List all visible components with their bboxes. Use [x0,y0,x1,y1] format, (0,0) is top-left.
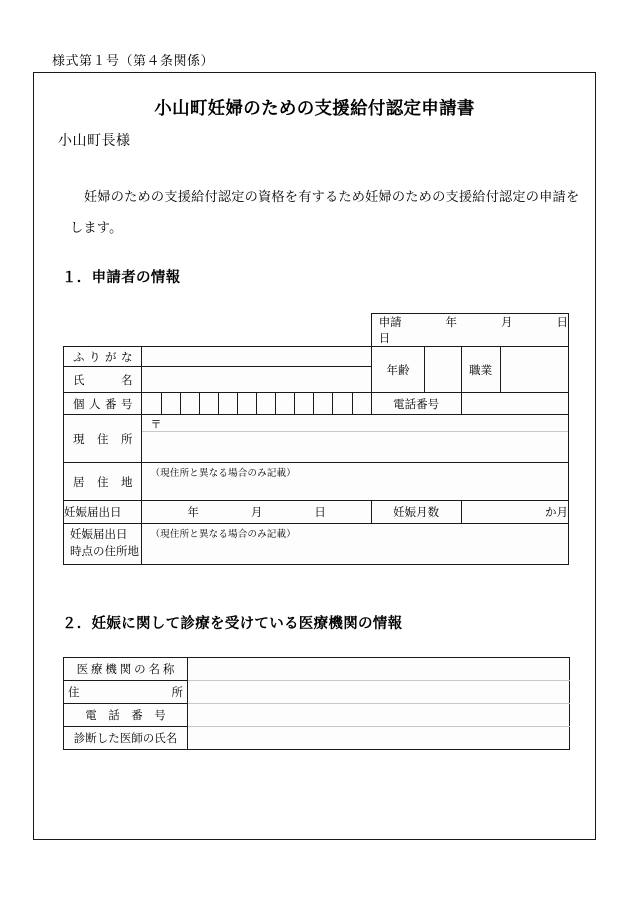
address-at-report-value-cell[interactable] [142,524,569,565]
furigana-label-cell [64,347,142,367]
doctor-name-label-cell: 診断した医師の氏名 [64,727,188,750]
table-row [64,704,570,727]
furigana-label-c1: ふ [73,351,85,364]
page-frame [33,72,596,840]
pregnancy-report-year-unit: 年 [187,507,199,519]
occupation-value-cell[interactable] [500,347,568,393]
my-number-digit-6[interactable] [237,393,256,415]
my-number-digit-5[interactable] [218,393,237,415]
section-1-heading: １．申請者の情報 [62,270,181,286]
spacer-cell [64,314,372,347]
table-row [64,658,570,681]
table-row-current-address [64,415,569,463]
my-number-digit-8[interactable] [276,393,295,415]
my-number-digit-4[interactable] [199,393,218,415]
application-date-label: 申請日 [378,317,402,345]
my-number-digit-1[interactable] [142,393,161,415]
furigana-value-cell[interactable] [142,347,371,367]
address-at-report-label-line1: 妊娠届出日 [70,529,128,541]
address-at-report-note: （現住所と異なる場合のみ記載） [150,530,296,540]
name-label-c2: 名 [120,374,133,387]
table-row [64,727,570,750]
applicant-info-table [63,313,569,565]
residence-label-cell [64,463,142,501]
my-number-digit-11[interactable] [333,393,352,415]
application-date-cell[interactable] [371,314,568,347]
pregnancy-report-day-unit: 日 [314,507,326,519]
page-content [34,73,595,839]
table-row-pregnancy-report-date [64,501,569,524]
my-number-digit-12[interactable] [352,393,371,415]
medical-institution-table [63,657,570,750]
pregnancy-report-date-label-cell: 妊娠届出日 [64,501,142,524]
current-address-label-c2: 住 [96,433,109,446]
furigana-label-c3: が [104,351,117,364]
form-number: 様式第１号（第４条関係） [52,53,215,68]
address-at-report-label-line2: 時点の住所地 [70,546,139,558]
my-number-digit-9[interactable] [295,393,314,415]
age-value-cell[interactable] [425,347,461,393]
my-number-label-c2: 人 [88,398,101,411]
my-number-label-c1: 個 [73,398,85,411]
pregnancy-months-value-cell[interactable] [461,501,569,524]
table-row [64,681,570,704]
application-date-year-unit: 年 [445,317,457,329]
table-row-residence [64,463,569,501]
my-number-digit-3[interactable] [180,393,199,415]
residence-label-c3: 地 [120,476,133,489]
table-row-application-date [64,314,569,347]
name-label-c1: 氏 [73,374,85,387]
medical-address-label-cell: 住 所 [64,681,188,704]
doctor-name-value-cell[interactable] [188,727,570,750]
application-date-day-unit: 日 [556,317,568,329]
current-address-label-c1: 現 [73,433,85,446]
my-number-label-c4: 号 [120,398,133,411]
residence-value-cell[interactable] [142,463,569,501]
pregnancy-report-month-unit: 月 [250,507,263,519]
section-2-heading: ２．妊娠に関して診療を受けている医療機関の情報 [62,616,403,632]
pregnancy-months-unit: か月 [545,507,568,519]
postal-code-mark: 〒 [150,419,162,431]
my-number-digit-10[interactable] [314,393,333,415]
medical-phone-label-cell: 電 話 番 号 [64,704,188,727]
my-number-digit-7[interactable] [257,393,276,415]
page-title: 小山町妊婦のための支援給付認定申請書 [154,99,475,119]
pregnancy-months-label-cell: 妊娠月数 [371,501,461,524]
residence-label-c1: 居 [73,476,85,489]
application-date-month-unit: 月 [501,317,513,329]
phone-label-cell: 電話番号 [371,393,461,415]
medical-address-value-cell[interactable] [188,681,570,704]
medical-name-label-cell: 医 療 機 関 の 名 称 [64,658,188,681]
current-address-label-cell [64,415,142,463]
medical-phone-value-cell[interactable] [188,704,570,727]
table-row-furigana [64,347,569,367]
address-at-report-label-cell [64,524,142,565]
pregnancy-report-date-value-cell[interactable] [142,501,371,524]
my-number-digit-2[interactable] [161,393,180,415]
occupation-label-cell: 職業 [461,347,500,393]
body-paragraph: 妊婦のための支援給付認定の資格を有するため妊婦のための支援給付認定の申請をします。 [70,189,580,235]
addressee: 小山町長様 [58,134,131,149]
residence-label-c2: 住 [96,476,109,489]
furigana-label-c4: な [120,351,133,364]
name-label-cell [64,367,142,393]
my-number-label-c3: 番 [104,398,117,411]
current-address-input[interactable] [142,432,568,461]
my-number-label-cell [64,393,142,415]
current-address-value-cell[interactable] [142,415,569,463]
table-row-my-number [64,393,569,415]
age-label-cell: 年齢 [371,347,425,393]
phone-value-cell[interactable] [461,393,569,415]
table-row-address-at-report [64,524,569,565]
residence-note: （現住所と異なる場合のみ記載） [150,469,296,479]
furigana-label-c2: り [88,351,101,364]
current-address-label-c3: 所 [120,433,133,446]
name-value-cell[interactable] [142,367,371,393]
medical-name-value-cell[interactable] [188,658,570,681]
